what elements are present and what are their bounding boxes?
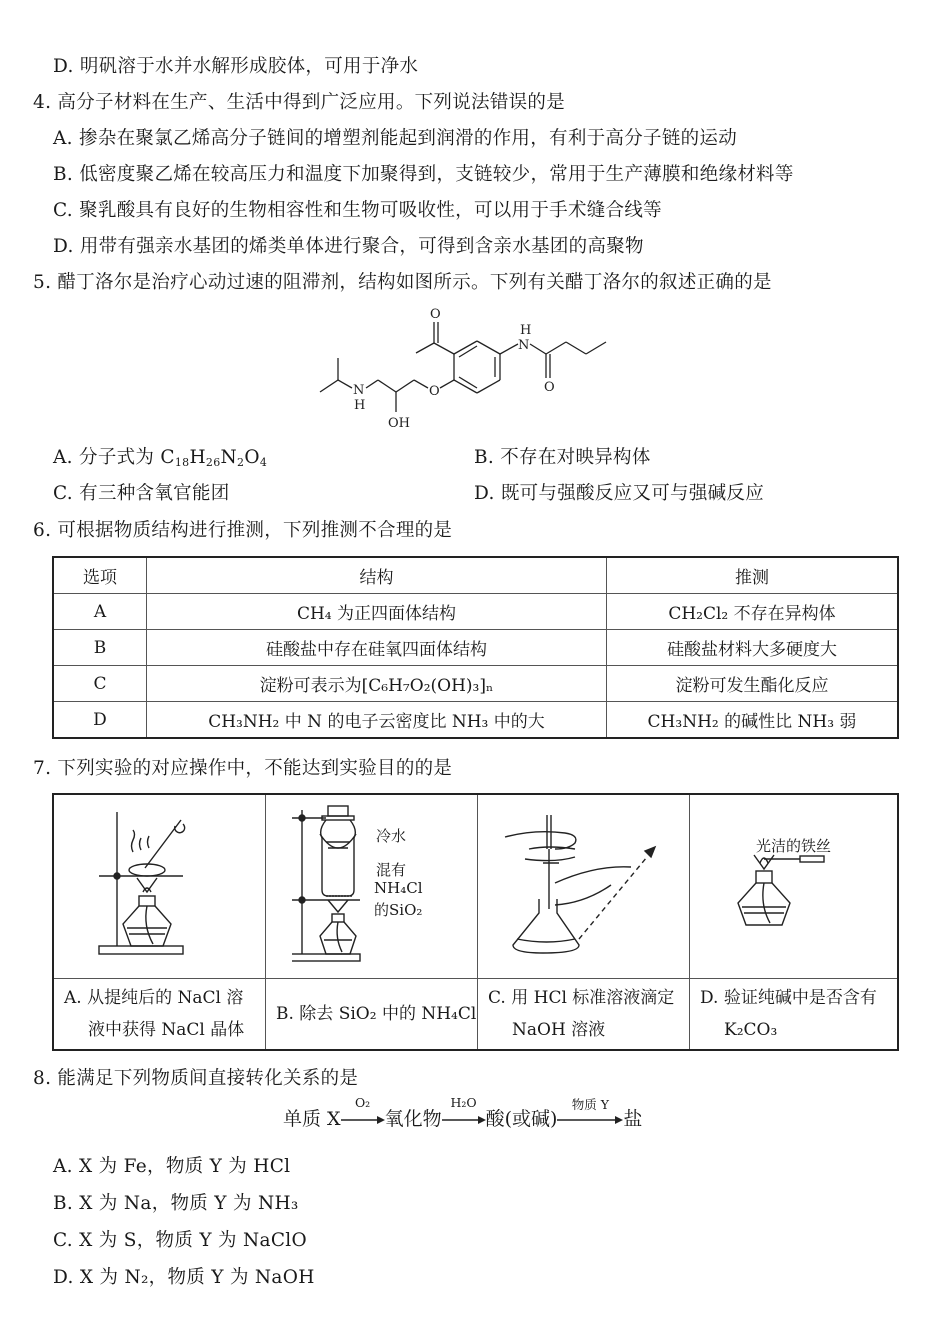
header-option: 选项 [53, 557, 147, 594]
scheme-salt: 盐 [623, 1108, 643, 1130]
header-inference: 推测 [607, 557, 899, 594]
row-label: A [53, 594, 147, 630]
acebutolol-structure [310, 300, 630, 440]
figure-titration [478, 794, 690, 979]
table-row [53, 594, 898, 630]
label-mixture-3: 的SiO₂ [374, 901, 423, 919]
q6-table [52, 556, 899, 739]
figure-evaporation [53, 794, 266, 979]
evaporation-apparatus-icon [95, 804, 225, 964]
q3-option-d: D. 明矾溶于水并水解形成胶体，可用于净水 [53, 56, 419, 77]
q8-option-a: A. X 为 Fe，物质 Y 为 HCl [53, 1156, 291, 1177]
table-row [53, 666, 898, 702]
caption-b: B. 除去 SiO₂ 中的 NH₄Cl [266, 979, 478, 1051]
q7-stem: 7. 下列实验的对应操作中，不能达到实验目的的是 [33, 758, 453, 779]
caption-c: C. 用 HCl 标准溶液滴定 NaOH 溶液 [478, 979, 690, 1051]
amide-n-label: N [518, 338, 530, 353]
q4-option-c: C. 聚乳酸具有良好的生物相容性和生物可吸收性，可以用于手术缝合线等 [53, 200, 662, 221]
row-label: B [53, 630, 147, 666]
titration-apparatus-icon [499, 809, 669, 959]
hydroxyl-label: OH [388, 416, 410, 431]
q7-table [52, 793, 899, 1051]
row-structure: CH₄ 为正四面体结构 [147, 594, 607, 630]
row-inference: 硅酸盐材料大多硬度大 [607, 630, 899, 666]
row-label: D [53, 702, 147, 739]
scheme-start: 单质 X [283, 1108, 341, 1130]
table-row [53, 630, 898, 666]
q5-option-c: C. 有三种含氧官能团 [53, 483, 230, 504]
scheme-acid-base: 酸(或碱) [485, 1108, 558, 1130]
q6-stem: 6. 可根据物质结构进行推测，下列推测不合理的是 [33, 520, 453, 541]
caption-d: D. 验证纯碱中是否含有 K₂CO₃ [690, 979, 899, 1051]
label-mixture-2: NH₄Cl [374, 879, 423, 897]
q4-option-d: D. 用带有强亲水基团的烯类单体进行聚合，可得到含亲水基团的高聚物 [53, 236, 644, 257]
q4-stem: 4. 高分子材料在生产、生活中得到广泛应用。下列说法错误的是 [33, 92, 566, 113]
label-mixture-1: 混有 [376, 861, 407, 879]
q4-option-a: A. 掺杂在聚氯乙烯高分子链间的增塑剂能起到润滑的作用，有利于高分子链的运动 [53, 128, 738, 149]
q4-option-b: B. 低密度聚乙烯在较高压力和温度下加聚得到，支链较少，常用于生产薄膜和绝缘材料等 [53, 164, 794, 185]
row-inference: 淀粉可发生酯化反应 [607, 666, 899, 702]
label-iron-wire: 光洁的铁丝 [756, 837, 832, 855]
caption-a: A. 从提纯后的 NaCl 溶 液中获得 NaCl 晶体 [53, 979, 266, 1051]
amide-o-label: O [544, 380, 555, 395]
arrow-icon: O₂ [341, 1115, 385, 1125]
ether-o-label: O [429, 384, 440, 399]
table-row [53, 702, 898, 739]
row-inference: CH₃NH₂ 的碱性比 NH₃ 弱 [607, 702, 899, 739]
conversion-scheme [283, 1095, 643, 1144]
row-structure: CH₃NH₂ 中 N 的电子云密度比 NH₃ 中的大 [147, 702, 607, 739]
scheme-oxide: 氧化物 [384, 1108, 442, 1130]
row-structure: 硅酸盐中存在硅氧四面体结构 [147, 630, 607, 666]
row-inference: CH₂Cl₂ 不存在异构体 [607, 594, 899, 630]
q5-option-b: B. 不存在对映异构体 [474, 447, 651, 468]
row-label: C [53, 666, 147, 702]
table-header-row [53, 557, 898, 594]
q5-option-a: A. 分子式为 $C_{18}H_{26}N_2O_4$ [53, 447, 268, 469]
q5-option-d: D. 既可与强酸反应又可与强碱反应 [474, 483, 765, 504]
figure-sublimation [266, 794, 478, 979]
arrow-icon: 物质 Y [557, 1115, 623, 1125]
row-structure: 淀粉可表示为[C₆H₇O₂(OH)₃]ₙ [147, 666, 607, 702]
arrow-icon: H₂O [442, 1115, 486, 1125]
amine-n-label: N [353, 383, 365, 398]
figure-flame-test [690, 794, 899, 979]
q5-stem: 5. 醋丁洛尔是治疗心动过速的阻滞剂，结构如图所示。下列有关醋丁洛尔的叙述正确的是 [33, 272, 772, 293]
q8-option-d: D. X 为 N₂，物质 Y 为 NaOH [53, 1267, 315, 1288]
q8-stem: 8. 能满足下列物质间直接转化关系的是 [33, 1068, 359, 1089]
acetyl-o-label: O [430, 307, 441, 322]
amide-h-label: H [520, 323, 532, 338]
header-structure: 结构 [147, 557, 607, 594]
q8-option-b: B. X 为 Na，物质 Y 为 NH₃ [53, 1193, 299, 1214]
amine-h-label: H [354, 398, 366, 413]
q8-option-c: C. X 为 S，物质 Y 为 NaClO [53, 1230, 307, 1251]
flame-test-apparatus-icon [734, 849, 854, 959]
label-cold-water: 冷水 [376, 827, 407, 845]
